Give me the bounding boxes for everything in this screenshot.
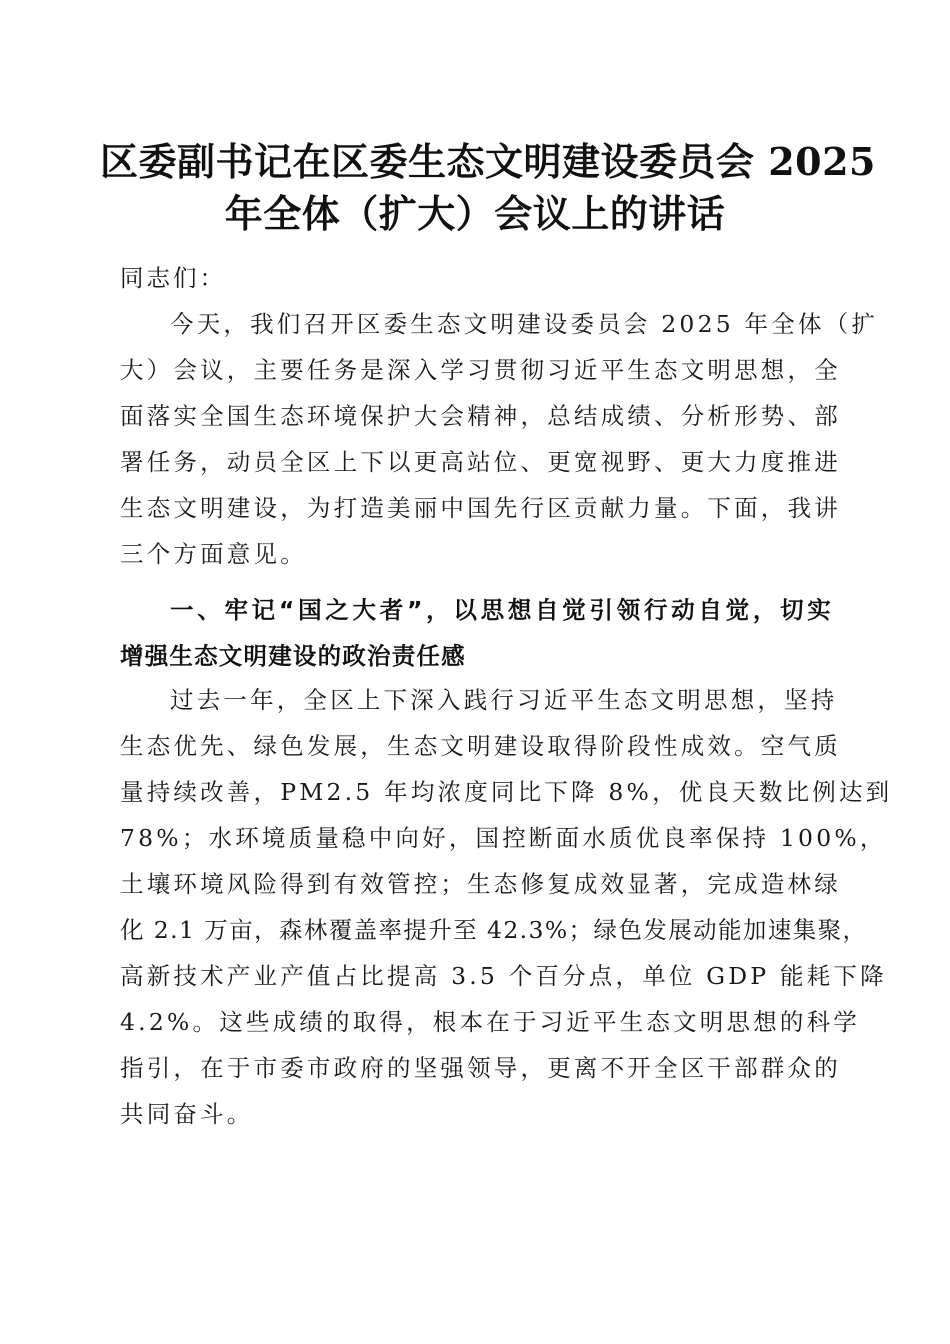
paragraph-line: 三个方面意见。 [120, 540, 307, 568]
paragraph-line: 生态文明建设，为打造美丽中国先行区贡献力量。下面，我讲 [120, 494, 841, 522]
document-title [100, 136, 876, 240]
paragraph-line: 大）会议，主要任务是深入学习贯彻习近平生态文明思想，全 [120, 356, 841, 384]
paragraph-line: 78%；水环境质量稳中向好，国控断面水质优良率保持 100%， [120, 824, 887, 852]
section-one-heading [120, 587, 832, 679]
paragraph-line: 量持续改善，PM2.5 年均浓度同比下降 8%，优良天数比例达到 [120, 778, 893, 806]
paragraph-line: 化 2.1 万亩，森林覆盖率提升至 42.3%；绿色发展动能加速集聚， [120, 916, 868, 944]
paragraph-line: 今天，我们召开区委生态文明建设委员会 2025 年全体（扩 [170, 310, 879, 338]
heading-line: 一、牢记“国之大者”，以思想自觉引领行动自觉，切实 [170, 596, 832, 624]
paragraph-line: 指引，在于市委市政府的坚强领导，更离不开全区干部群众的 [120, 1054, 841, 1082]
section-one-paragraph [120, 677, 893, 1137]
paragraph-line: 高新技术产业产值占比提高 3.5 个百分点，单位 GDP 能耗下降 [120, 962, 887, 990]
paragraph-line: 过去一年，全区上下深入践行习近平生态文明思想，坚持 [170, 686, 838, 714]
heading-line: 增强生态文明建设的政治责任感 [120, 642, 466, 670]
paragraph-line: 面落实全国生态环境保护大会精神，总结成绩、分析形势、部 [120, 402, 841, 430]
paragraph-line: 4.2%。这些成绩的取得，根本在于习近平生态文明思想的科学 [120, 1008, 861, 1036]
title-line: 区委副书记在区委生态文明建设委员会 2025 [100, 139, 876, 184]
paragraph-line: 生态优先、绿色发展，生态文明建设取得阶段性成效。空气质 [120, 732, 841, 760]
paragraph-line: 共同奋斗。 [120, 1100, 254, 1128]
paragraph-line: 土壤环境风险得到有效管控；生态修复成效显著，完成造林绿 [120, 870, 841, 898]
intro-paragraph [120, 301, 879, 577]
paragraph-line: 署任务，动员全区上下以更高站位、更宽视野、更大力度推进 [120, 448, 841, 476]
title-line: 年全体（扩大）会议上的讲话 [224, 191, 726, 236]
salutation: 同志们： [120, 264, 226, 292]
